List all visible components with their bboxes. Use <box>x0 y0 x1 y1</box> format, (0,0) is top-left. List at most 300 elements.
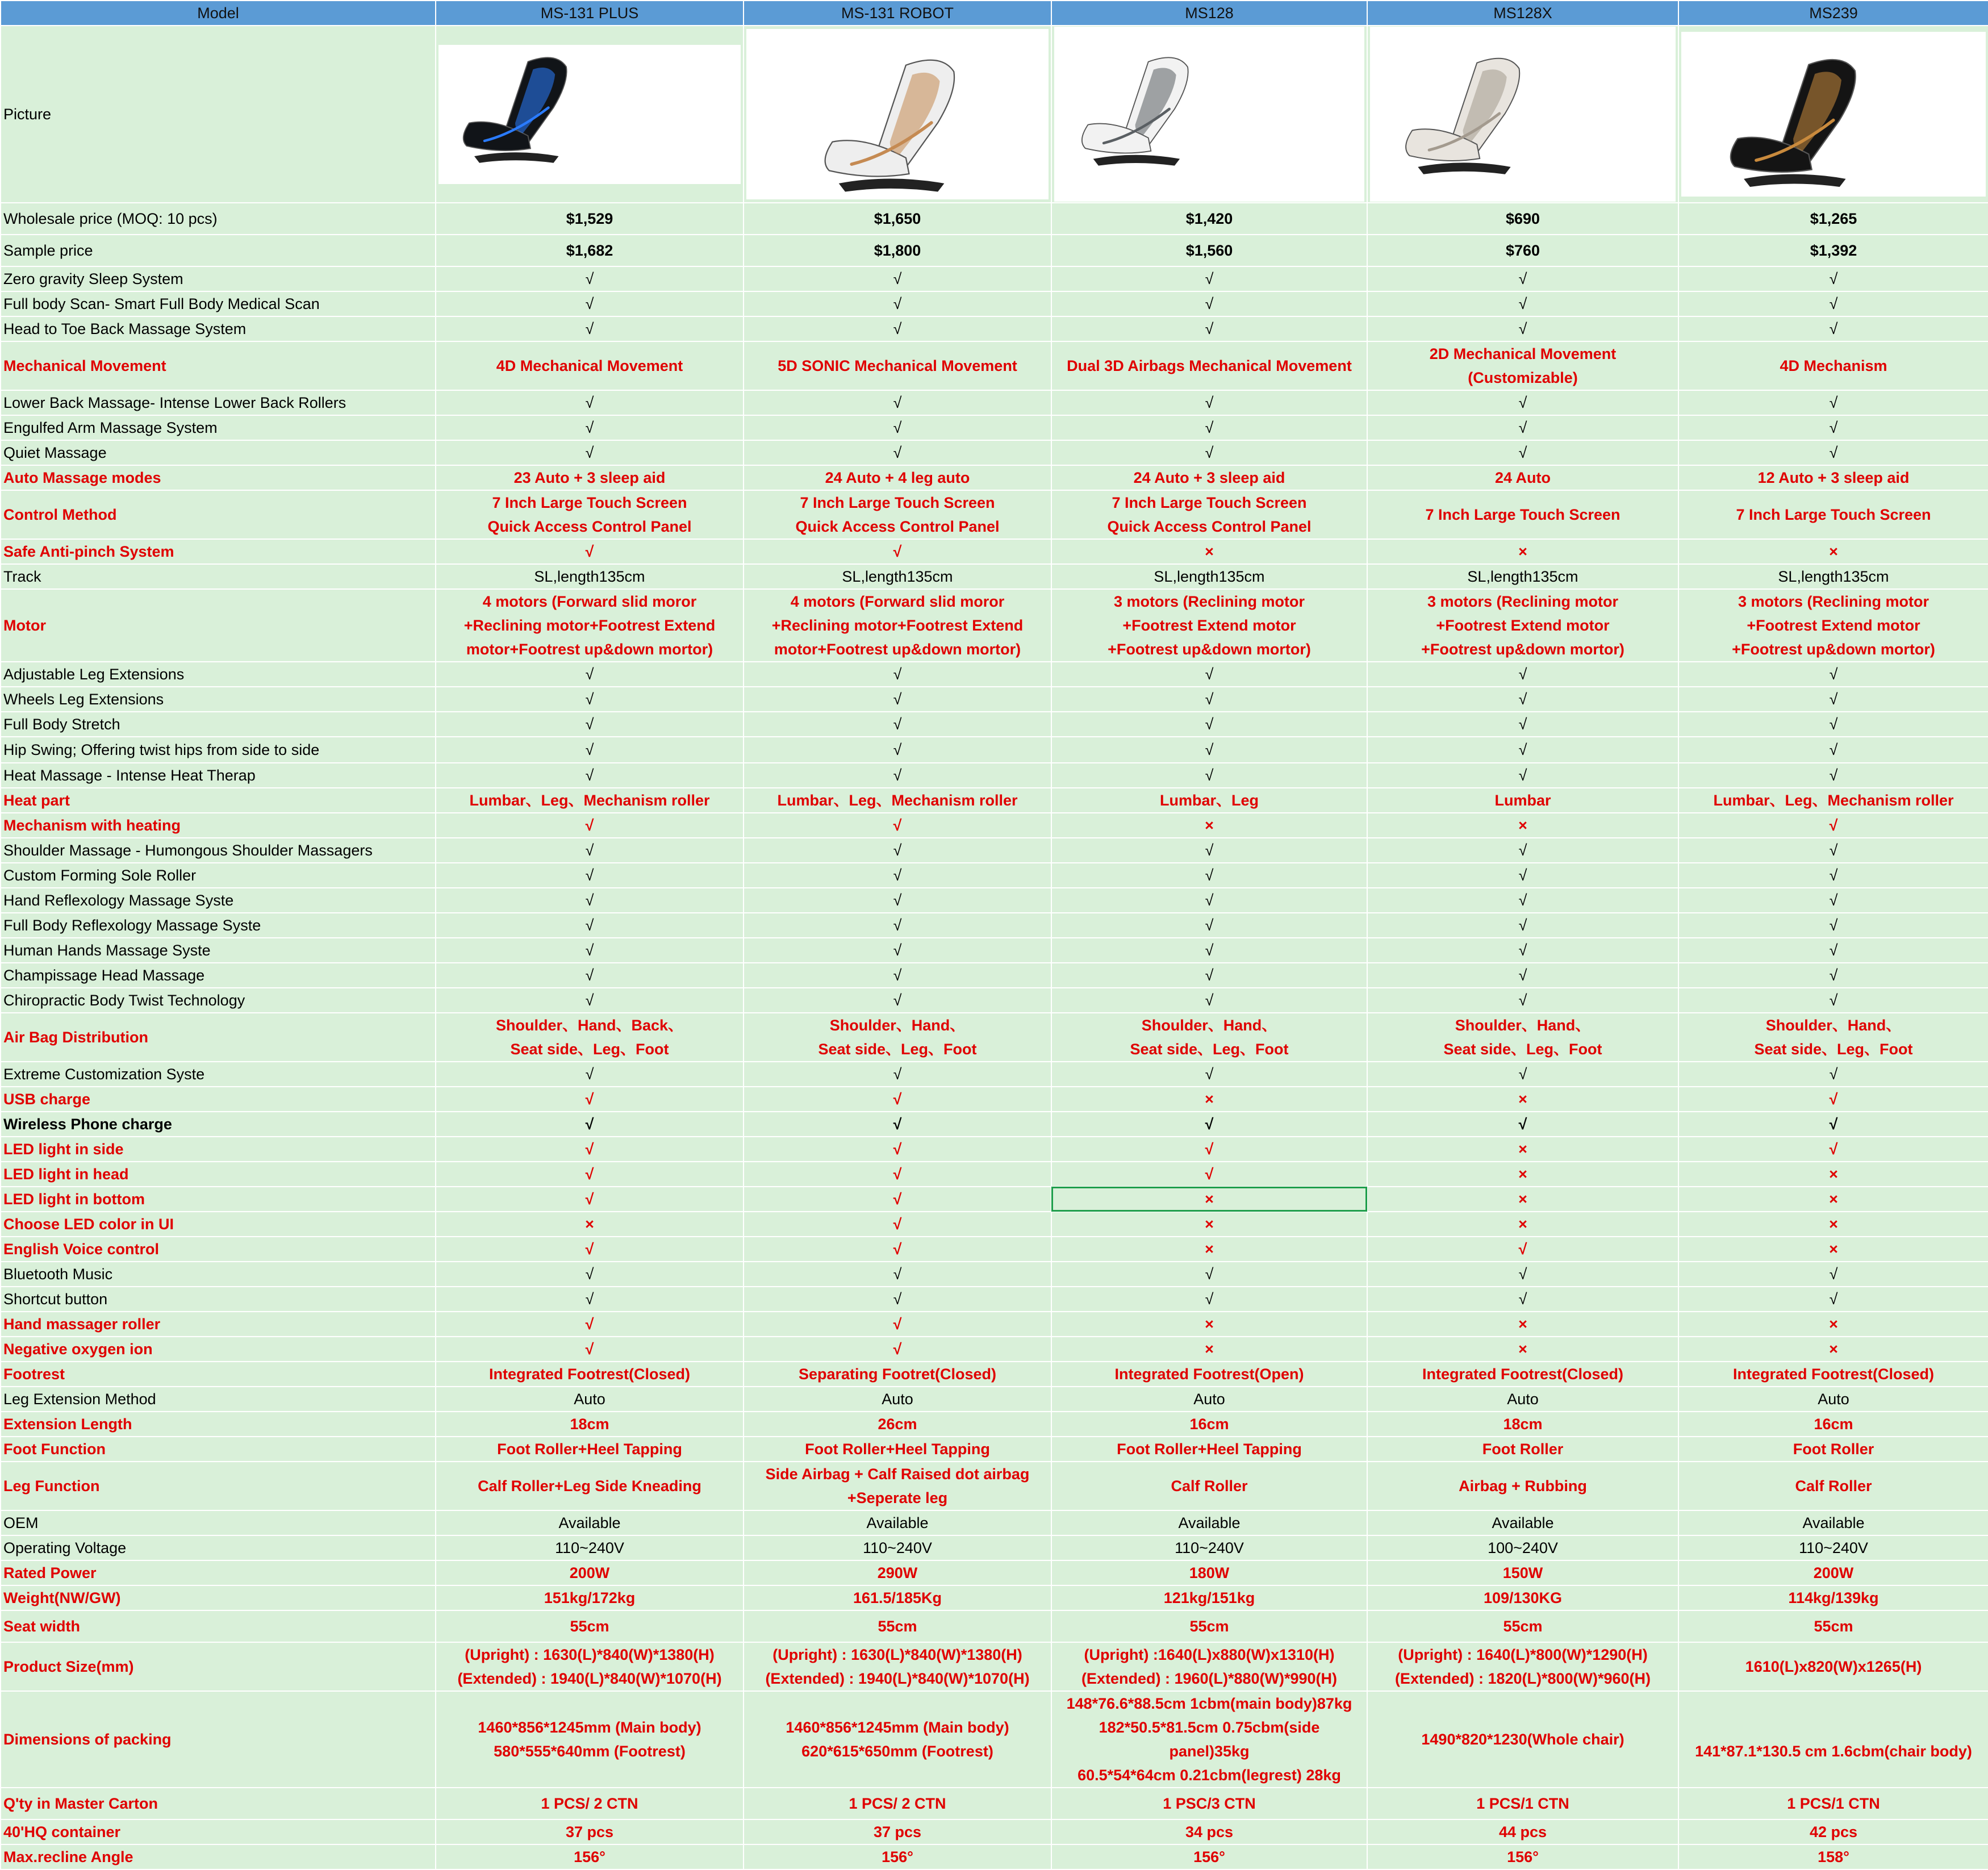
spec-cell-ms239[interactable]: √ <box>1678 913 1988 938</box>
spec-cell-ms131plus[interactable]: Foot Roller+Heel Tapping <box>436 1437 744 1462</box>
spec-cell-ms128[interactable]: 34 pcs <box>1051 1819 1367 1844</box>
spec-cell-ms128x[interactable]: √ <box>1367 316 1678 341</box>
spec-cell-ms128[interactable]: √ <box>1051 1137 1367 1162</box>
spec-cell-ms239[interactable]: √ <box>1678 1262 1988 1287</box>
spec-cell-ms239[interactable]: 42 pcs <box>1678 1819 1988 1844</box>
spec-label[interactable]: Motor <box>1 589 436 662</box>
spec-cell-ms239[interactable]: $1,265 <box>1678 203 1988 235</box>
spec-label[interactable]: Zero gravity Sleep System <box>1 266 436 291</box>
spec-cell-ms128x[interactable]: √ <box>1367 415 1678 440</box>
spec-cell-ms128[interactable]: SL,length135cm <box>1051 564 1367 589</box>
spec-cell-ms131robot[interactable]: √ <box>744 1262 1051 1287</box>
picture-label[interactable]: Picture <box>1 26 436 203</box>
spec-cell-ms128x[interactable]: $690 <box>1367 203 1678 235</box>
spec-cell-ms131robot[interactable]: √ <box>744 988 1051 1013</box>
spec-cell-ms128[interactable]: √ <box>1051 963 1367 988</box>
spec-cell-ms131robot[interactable]: √ <box>744 1137 1051 1162</box>
spec-cell-ms131robot[interactable]: 55cm <box>744 1610 1051 1642</box>
spec-label[interactable]: Operating Voltage <box>1 1535 436 1560</box>
spec-cell-ms128[interactable]: Lumbar、Leg <box>1051 788 1367 813</box>
header-cell-ms128[interactable]: MS128 <box>1051 1 1367 26</box>
spec-label[interactable]: Hand massager roller <box>1 1312 436 1337</box>
spec-cell-ms131plus[interactable]: √ <box>436 913 744 938</box>
spec-cell-ms128[interactable]: √ <box>1051 1262 1367 1287</box>
spec-cell-ms131plus[interactable]: √ <box>436 712 744 737</box>
spec-label[interactable]: Wheels Leg Extensions <box>1 687 436 712</box>
spec-label[interactable]: Lower Back Massage- Intense Lower Back Rollers <box>1 390 436 415</box>
spec-cell-ms128[interactable]: √ <box>1051 266 1367 291</box>
spec-label[interactable]: Product Size(mm) <box>1 1642 436 1691</box>
spec-cell-ms131plus[interactable]: 200W <box>436 1560 744 1585</box>
spec-cell-ms128x[interactable]: √ <box>1367 1262 1678 1287</box>
spec-cell-ms131plus[interactable]: √ <box>436 1262 744 1287</box>
spec-cell-ms128x[interactable]: 156° <box>1367 1844 1678 1869</box>
spec-cell-ms131plus[interactable]: 37 pcs <box>436 1819 744 1844</box>
spec-cell-ms131plus[interactable]: √ <box>436 291 744 316</box>
spec-cell-ms131plus[interactable]: √ <box>436 963 744 988</box>
spec-cell-ms239[interactable]: √ <box>1678 316 1988 341</box>
picture-cell[interactable] <box>436 26 744 203</box>
spec-cell-ms131robot[interactable]: 37 pcs <box>744 1819 1051 1844</box>
spec-cell-ms239[interactable]: 1 PCS/1 CTN <box>1678 1788 1988 1819</box>
spec-cell-ms128x[interactable]: × <box>1367 1187 1678 1212</box>
spec-cell-ms131robot[interactable]: √ <box>744 390 1051 415</box>
spec-cell-ms131robot[interactable]: √ <box>744 963 1051 988</box>
spec-cell-ms131plus[interactable]: √ <box>436 863 744 888</box>
spec-cell-ms239[interactable]: √ <box>1678 938 1988 963</box>
spec-label[interactable]: Custom Forming Sole Roller <box>1 863 436 888</box>
spec-cell-ms128[interactable]: 148*76.6*88.5cm 1cbm(main body)87kg 182*50.5*81.5cm 0.75cbm(side panel)35kg 60.5*54*64cm 0.21cbm(legrest) 28kg <box>1051 1691 1367 1788</box>
spec-cell-ms131robot[interactable]: √ <box>744 1287 1051 1312</box>
spec-cell-ms131robot[interactable]: Lumbar、Leg、Mechanism roller <box>744 788 1051 813</box>
spec-cell-ms131robot[interactable]: 110~240V <box>744 1535 1051 1560</box>
spec-cell-ms131plus[interactable]: √ <box>436 1162 744 1187</box>
spec-cell-ms128[interactable]: √ <box>1051 662 1367 687</box>
spec-cell-ms131plus[interactable]: 4 motors (Forward slid moror +Reclining motor+Footrest Extend motor+Footrest up&down mortor) <box>436 589 744 662</box>
spec-cell-ms128[interactable]: √ <box>1051 440 1367 465</box>
spec-label[interactable]: Engulfed Arm Massage System <box>1 415 436 440</box>
spec-cell-ms128x[interactable]: √ <box>1367 1237 1678 1262</box>
spec-label[interactable]: Control Method <box>1 490 436 539</box>
spec-cell-ms128[interactable]: Dual 3D Airbags Mechanical Movement <box>1051 341 1367 390</box>
spec-label[interactable]: Mechanical Movement <box>1 341 436 390</box>
spec-cell-ms131robot[interactable]: Separating Footret(Closed) <box>744 1362 1051 1387</box>
spec-label[interactable]: Human Hands Massage Syste <box>1 938 436 963</box>
spec-cell-ms239[interactable]: 12 Auto + 3 sleep aid <box>1678 465 1988 490</box>
spec-cell-ms128[interactable]: √ <box>1051 415 1367 440</box>
spec-cell-ms239[interactable]: √ <box>1678 963 1988 988</box>
spec-cell-ms131robot[interactable]: √ <box>744 1237 1051 1262</box>
spec-cell-ms128[interactable]: Integrated Footrest(Open) <box>1051 1362 1367 1387</box>
spec-label[interactable]: Choose LED color in UI <box>1 1212 436 1237</box>
spec-cell-ms128x[interactable]: √ <box>1367 1287 1678 1312</box>
spec-cell-ms131robot[interactable]: 156° <box>744 1844 1051 1869</box>
spec-cell-ms128[interactable]: √ <box>1051 863 1367 888</box>
spec-cell-ms239[interactable]: Foot Roller <box>1678 1437 1988 1462</box>
spec-label[interactable]: Auto Massage modes <box>1 465 436 490</box>
spec-cell-ms128x[interactable]: √ <box>1367 737 1678 763</box>
spec-cell-ms131robot[interactable]: √ <box>744 737 1051 763</box>
spec-cell-ms131plus[interactable]: Shoulder、Hand、Back、 Seat side、Leg、Foot <box>436 1013 744 1062</box>
spec-label[interactable]: Full body Scan- Smart Full Body Medical Scan <box>1 291 436 316</box>
spec-cell-ms128[interactable]: 55cm <box>1051 1610 1367 1642</box>
spec-cell-ms239[interactable]: 110~240V <box>1678 1535 1988 1560</box>
spec-cell-ms131robot[interactable]: √ <box>744 440 1051 465</box>
spec-cell-ms131robot[interactable]: (Upright) : 1630(L)*840(W)*1380(H) (Extended) : 1940(L)*840(W)*1070(H) <box>744 1642 1051 1691</box>
spec-cell-ms128[interactable]: $1,420 <box>1051 203 1367 235</box>
spec-label[interactable]: USB charge <box>1 1087 436 1112</box>
spec-label[interactable]: Adjustable Leg Extensions <box>1 662 436 687</box>
spec-cell-ms131plus[interactable]: $1,529 <box>436 203 744 235</box>
spec-label[interactable]: Weight(NW/GW) <box>1 1585 436 1610</box>
spec-cell-ms128x[interactable]: √ <box>1367 662 1678 687</box>
spec-cell-ms128[interactable]: Calf Roller <box>1051 1462 1367 1510</box>
spec-label[interactable]: LED light in bottom <box>1 1187 436 1212</box>
spec-cell-ms131robot[interactable]: √ <box>744 539 1051 564</box>
spec-cell-ms131robot[interactable]: 1460*856*1245mm (Main body) 620*615*650mm (Footrest) <box>744 1691 1051 1788</box>
spec-cell-ms128x[interactable]: Shoulder、Hand、 Seat side、Leg、Foot <box>1367 1013 1678 1062</box>
spec-cell-ms239[interactable]: 55cm <box>1678 1610 1988 1642</box>
spec-cell-ms131plus[interactable]: 110~240V <box>436 1535 744 1560</box>
spec-cell-ms239[interactable]: √ <box>1678 1137 1988 1162</box>
spec-cell-ms128x[interactable]: √ <box>1367 988 1678 1013</box>
spec-label[interactable]: LED light in head <box>1 1162 436 1187</box>
spec-cell-ms128x[interactable]: (Upright) : 1640(L)*800(W)*1290(H) (Extended) : 1820(L)*800(W)*960(H) <box>1367 1642 1678 1691</box>
spec-cell-ms131plus[interactable]: Integrated Footrest(Closed) <box>436 1362 744 1387</box>
spec-cell-ms239[interactable]: √ <box>1678 838 1988 863</box>
spec-cell-ms128x[interactable]: 7 Inch Large Touch Screen <box>1367 490 1678 539</box>
spec-cell-ms131robot[interactable]: $1,650 <box>744 203 1051 235</box>
spec-label[interactable]: Shortcut button <box>1 1287 436 1312</box>
spec-label[interactable]: 40'HQ container <box>1 1819 436 1844</box>
spec-cell-ms128[interactable]: 1 PSC/3 CTN <box>1051 1788 1367 1819</box>
spec-cell-ms131plus[interactable]: √ <box>436 1062 744 1087</box>
spec-cell-ms131robot[interactable]: √ <box>744 813 1051 838</box>
spec-cell-ms239[interactable]: Shoulder、Hand、 Seat side、Leg、Foot <box>1678 1013 1988 1062</box>
spec-cell-ms128[interactable]: √ <box>1051 291 1367 316</box>
spec-cell-ms131robot[interactable]: √ <box>744 415 1051 440</box>
spec-cell-ms128x[interactable]: × <box>1367 1087 1678 1112</box>
spec-cell-ms128[interactable]: × <box>1051 1237 1367 1262</box>
spec-label[interactable]: Hand Reflexology Massage Syste <box>1 888 436 913</box>
spec-cell-ms131plus[interactable]: 55cm <box>436 1610 744 1642</box>
spec-label[interactable]: Heat Massage - Intense Heat Therap <box>1 763 436 788</box>
spec-cell-ms128[interactable]: 156° <box>1051 1844 1367 1869</box>
spec-cell-ms131plus[interactable]: 23 Auto + 3 sleep aid <box>436 465 744 490</box>
spec-cell-ms128x[interactable]: √ <box>1367 440 1678 465</box>
spec-cell-ms131robot[interactable]: 7 Inch Large Touch Screen Quick Access Control Panel <box>744 490 1051 539</box>
spec-cell-ms131robot[interactable]: √ <box>744 863 1051 888</box>
spec-cell-ms128[interactable]: √ <box>1051 763 1367 788</box>
spec-cell-ms131plus[interactable]: √ <box>436 1337 744 1362</box>
spec-cell-ms131robot[interactable]: 290W <box>744 1560 1051 1585</box>
spec-cell-ms239[interactable]: 158° <box>1678 1844 1988 1869</box>
spec-label[interactable]: LED light in side <box>1 1137 436 1162</box>
spec-cell-ms128[interactable]: √ <box>1051 938 1367 963</box>
spec-cell-ms239[interactable]: × <box>1678 1187 1988 1212</box>
spec-cell-ms131robot[interactable]: Shoulder、Hand、 Seat side、Leg、Foot <box>744 1013 1051 1062</box>
spec-cell-ms131robot[interactable]: √ <box>744 1112 1051 1137</box>
header-cell-model[interactable]: Model <box>1 1 436 26</box>
spec-cell-ms128x[interactable]: √ <box>1367 838 1678 863</box>
spec-cell-ms131plus[interactable]: √ <box>436 390 744 415</box>
spec-cell-ms131plus[interactable]: √ <box>436 1312 744 1337</box>
spec-cell-ms131robot[interactable]: √ <box>744 266 1051 291</box>
spec-cell-ms128[interactable]: √ <box>1051 1112 1367 1137</box>
header-cell-ms128x[interactable]: MS128X <box>1367 1 1678 26</box>
spec-cell-ms131plus[interactable]: √ <box>436 539 744 564</box>
spec-cell-ms128[interactable]: × <box>1051 1337 1367 1362</box>
spec-cell-ms131robot[interactable]: 24 Auto + 4 leg auto <box>744 465 1051 490</box>
spec-cell-ms128[interactable]: Available <box>1051 1510 1367 1535</box>
spec-cell-ms131robot[interactable]: Side Airbag + Calf Raised dot airbag +Seperate leg <box>744 1462 1051 1510</box>
spec-cell-ms239[interactable]: √ <box>1678 266 1988 291</box>
header-cell-ms131robot[interactable]: MS-131 ROBOT <box>744 1 1051 26</box>
spec-cell-ms131robot[interactable]: √ <box>744 291 1051 316</box>
spec-cell-ms239[interactable]: × <box>1678 1237 1988 1262</box>
spec-cell-ms128[interactable]: $1,560 <box>1051 235 1367 266</box>
spec-cell-ms239[interactable]: Auto <box>1678 1387 1988 1412</box>
spec-cell-ms128[interactable]: 180W <box>1051 1560 1367 1585</box>
spec-cell-ms128x[interactable]: 44 pcs <box>1367 1819 1678 1844</box>
spec-cell-ms131plus[interactable]: 156° <box>436 1844 744 1869</box>
spec-cell-ms128x[interactable]: Airbag + Rubbing <box>1367 1462 1678 1510</box>
spec-cell-ms131robot[interactable]: √ <box>744 316 1051 341</box>
spec-cell-ms131plus[interactable]: √ <box>436 838 744 863</box>
spec-cell-ms131robot[interactable]: √ <box>744 1212 1051 1237</box>
spec-cell-ms128[interactable]: √ <box>1051 737 1367 763</box>
spec-cell-ms131plus[interactable]: √ <box>436 1287 744 1312</box>
spec-label[interactable]: Track <box>1 564 436 589</box>
spec-label[interactable]: Footrest <box>1 1362 436 1387</box>
spec-cell-ms131robot[interactable]: √ <box>744 687 1051 712</box>
spec-label[interactable]: Leg Extension Method <box>1 1387 436 1412</box>
spec-cell-ms239[interactable]: × <box>1678 1162 1988 1187</box>
spec-cell-ms128x[interactable]: √ <box>1367 938 1678 963</box>
spec-cell-ms239[interactable]: Integrated Footrest(Closed) <box>1678 1362 1988 1387</box>
spec-cell-ms128[interactable]: 3 motors (Reclining motor +Footrest Extend motor +Footrest up&down mortor) <box>1051 589 1367 662</box>
spec-cell-ms131plus[interactable]: 1460*856*1245mm (Main body) 580*555*640mm (Footrest) <box>436 1691 744 1788</box>
spec-label[interactable]: Air Bag Distribution <box>1 1013 436 1062</box>
spec-cell-ms239[interactable]: √ <box>1678 1287 1988 1312</box>
spec-cell-ms239[interactable]: 114kg/139kg <box>1678 1585 1988 1610</box>
spec-cell-ms239[interactable]: × <box>1678 1337 1988 1362</box>
spec-cell-ms128[interactable]: × <box>1051 1312 1367 1337</box>
spec-cell-ms128x[interactable]: √ <box>1367 863 1678 888</box>
spec-cell-ms128x[interactable]: √ <box>1367 1112 1678 1137</box>
spec-cell-ms131plus[interactable]: Calf Roller+Leg Side Kneading <box>436 1462 744 1510</box>
spec-cell-ms131robot[interactable]: √ <box>744 838 1051 863</box>
spec-cell-ms128x[interactable]: √ <box>1367 712 1678 737</box>
header-cell-ms131plus[interactable]: MS-131 PLUS <box>436 1 744 26</box>
spec-label[interactable]: Safe Anti-pinch System <box>1 539 436 564</box>
spec-cell-ms128x[interactable]: Available <box>1367 1510 1678 1535</box>
spec-cell-ms128[interactable]: √ <box>1051 838 1367 863</box>
spec-cell-ms131plus[interactable]: 7 Inch Large Touch Screen Quick Access Control Panel <box>436 490 744 539</box>
spec-cell-ms128x[interactable]: 18cm <box>1367 1412 1678 1437</box>
spec-cell-ms128x[interactable]: 2D Mechanical Movement (Customizable) <box>1367 341 1678 390</box>
spec-cell-ms128[interactable]: √ <box>1051 1162 1367 1187</box>
spec-cell-ms131robot[interactable]: √ <box>744 1337 1051 1362</box>
spec-cell-ms131plus[interactable]: √ <box>436 1137 744 1162</box>
spec-cell-ms131robot[interactable]: √ <box>744 1062 1051 1087</box>
spec-label[interactable]: Negative oxygen ion <box>1 1337 436 1362</box>
spec-cell-ms239[interactable]: √ <box>1678 888 1988 913</box>
spec-cell-ms131robot[interactable]: √ <box>744 1162 1051 1187</box>
spec-cell-ms239[interactable]: 200W <box>1678 1560 1988 1585</box>
spec-cell-ms128[interactable]: × <box>1051 539 1367 564</box>
spec-cell-ms128x[interactable]: √ <box>1367 913 1678 938</box>
spec-cell-ms128x[interactable]: Lumbar <box>1367 788 1678 813</box>
spec-label[interactable]: Chiropractic Body Twist Technology <box>1 988 436 1013</box>
spec-cell-ms128[interactable]: √ <box>1051 888 1367 913</box>
spec-cell-ms239[interactable]: √ <box>1678 737 1988 763</box>
spec-cell-ms131plus[interactable]: 4D Mechanical Movement <box>436 341 744 390</box>
spec-cell-ms128[interactable]: 24 Auto + 3 sleep aid <box>1051 465 1367 490</box>
spec-label[interactable]: Max.recline Angle <box>1 1844 436 1869</box>
spec-cell-ms131plus[interactable]: 151kg/172kg <box>436 1585 744 1610</box>
spec-cell-ms239[interactable]: 16cm <box>1678 1412 1988 1437</box>
spec-cell-ms128x[interactable]: × <box>1367 1337 1678 1362</box>
spec-cell-ms128[interactable]: √ <box>1051 988 1367 1013</box>
spec-cell-ms128[interactable]: √ <box>1051 316 1367 341</box>
spec-label[interactable]: Shoulder Massage - Humongous Shoulder Massagers <box>1 838 436 863</box>
spec-cell-ms131plus[interactable]: √ <box>436 266 744 291</box>
spec-cell-ms131plus[interactable]: √ <box>436 813 744 838</box>
spec-label[interactable]: Full Body Stretch <box>1 712 436 737</box>
spec-label[interactable]: Head to Toe Back Massage System <box>1 316 436 341</box>
spec-cell-ms128x[interactable]: × <box>1367 539 1678 564</box>
spec-cell-ms131robot[interactable]: 26cm <box>744 1412 1051 1437</box>
spec-cell-ms128[interactable]: × <box>1051 813 1367 838</box>
spec-cell-ms131robot[interactable]: √ <box>744 712 1051 737</box>
spec-cell-ms131plus[interactable]: √ <box>436 440 744 465</box>
spec-cell-ms239[interactable]: × <box>1678 1312 1988 1337</box>
spec-cell-ms128[interactable]: (Upright) :1640(L)x880(W)x1310(H) (Extended) : 1960(L)*880(W)*990(H) <box>1051 1642 1367 1691</box>
spec-cell-ms239[interactable]: Lumbar、Leg、Mechanism roller <box>1678 788 1988 813</box>
spec-label[interactable]: Q'ty in Master Carton <box>1 1788 436 1819</box>
spec-cell-ms131robot[interactable]: $1,800 <box>744 235 1051 266</box>
spec-cell-ms131plus[interactable]: √ <box>436 1237 744 1262</box>
spec-cell-ms239[interactable]: √ <box>1678 1112 1988 1137</box>
spec-label[interactable]: Leg Function <box>1 1462 436 1510</box>
spec-cell-ms128x[interactable]: Auto <box>1367 1387 1678 1412</box>
spec-cell-ms239[interactable]: $1,392 <box>1678 235 1988 266</box>
spec-cell-ms239[interactable]: √ <box>1678 662 1988 687</box>
spec-label[interactable]: Hip Swing; Offering twist hips from side to side <box>1 737 436 763</box>
spec-cell-ms128x[interactable]: 1 PCS/1 CTN <box>1367 1788 1678 1819</box>
spec-cell-ms128x[interactable]: 24 Auto <box>1367 465 1678 490</box>
spec-cell-ms128x[interactable]: $760 <box>1367 235 1678 266</box>
spec-cell-ms131plus[interactable]: √ <box>436 1112 744 1137</box>
spec-cell-ms128[interactable]: Auto <box>1051 1387 1367 1412</box>
spec-label[interactable]: Bluetooth Music <box>1 1262 436 1287</box>
spec-cell-ms239[interactable]: × <box>1678 539 1988 564</box>
spec-label[interactable]: Mechanism with heating <box>1 813 436 838</box>
spec-cell-ms128[interactable]: × <box>1051 1187 1367 1212</box>
spec-cell-ms128x[interactable]: 55cm <box>1367 1610 1678 1642</box>
spec-cell-ms128[interactable]: √ <box>1051 390 1367 415</box>
spec-cell-ms128[interactable]: 121kg/151kg <box>1051 1585 1367 1610</box>
spec-label[interactable]: English Voice control <box>1 1237 436 1262</box>
spec-cell-ms131robot[interactable]: √ <box>744 1312 1051 1337</box>
spec-cell-ms128x[interactable]: × <box>1367 1212 1678 1237</box>
spec-cell-ms128x[interactable]: × <box>1367 1162 1678 1187</box>
spec-cell-ms131plus[interactable]: √ <box>436 1187 744 1212</box>
spec-cell-ms239[interactable]: 141*87.1*130.5 cm 1.6cbm(chair body) <box>1678 1691 1988 1788</box>
spec-cell-ms128[interactable]: × <box>1051 1087 1367 1112</box>
spec-cell-ms128x[interactable]: √ <box>1367 763 1678 788</box>
spec-label[interactable]: Foot Function <box>1 1437 436 1462</box>
spec-cell-ms128x[interactable]: Integrated Footrest(Closed) <box>1367 1362 1678 1387</box>
spec-cell-ms239[interactable]: √ <box>1678 763 1988 788</box>
spec-cell-ms239[interactable]: Available <box>1678 1510 1988 1535</box>
spec-label[interactable]: Wireless Phone charge <box>1 1112 436 1137</box>
spec-label[interactable]: Rated Power <box>1 1560 436 1585</box>
spec-cell-ms131robot[interactable]: SL,length135cm <box>744 564 1051 589</box>
spec-cell-ms131robot[interactable]: 1 PCS/ 2 CTN <box>744 1788 1051 1819</box>
spec-cell-ms128x[interactable]: SL,length135cm <box>1367 564 1678 589</box>
spec-cell-ms131plus[interactable]: × <box>436 1212 744 1237</box>
spec-cell-ms128[interactable]: √ <box>1051 1062 1367 1087</box>
header-cell-ms239[interactable]: MS239 <box>1678 1 1988 26</box>
spec-cell-ms128x[interactable]: 1490*820*1230(Whole chair) <box>1367 1691 1678 1788</box>
spec-cell-ms131plus[interactable]: √ <box>436 888 744 913</box>
picture-cell[interactable] <box>744 26 1051 203</box>
spec-cell-ms128x[interactable]: 150W <box>1367 1560 1678 1585</box>
spec-cell-ms131plus[interactable]: √ <box>436 763 744 788</box>
spec-cell-ms128x[interactable]: √ <box>1367 291 1678 316</box>
spec-cell-ms239[interactable]: 1610(L)x820(W)x1265(H) <box>1678 1642 1988 1691</box>
spec-cell-ms239[interactable]: 3 motors (Reclining motor +Footrest Extend motor +Footrest up&down mortor) <box>1678 589 1988 662</box>
spec-cell-ms131robot[interactable]: √ <box>744 662 1051 687</box>
spec-cell-ms131plus[interactable]: √ <box>436 737 744 763</box>
spec-cell-ms128[interactable]: √ <box>1051 712 1367 737</box>
spec-cell-ms239[interactable]: SL,length135cm <box>1678 564 1988 589</box>
spec-label[interactable]: Full Body Reflexology Massage Syste <box>1 913 436 938</box>
spec-cell-ms131plus[interactable]: 18cm <box>436 1412 744 1437</box>
spec-cell-ms128x[interactable]: × <box>1367 1137 1678 1162</box>
spec-cell-ms131robot[interactable]: 5D SONIC Mechanical Movement <box>744 341 1051 390</box>
spec-cell-ms128[interactable]: √ <box>1051 913 1367 938</box>
spec-cell-ms131plus[interactable]: 1 PCS/ 2 CTN <box>436 1788 744 1819</box>
spec-cell-ms128[interactable]: 16cm <box>1051 1412 1367 1437</box>
spec-cell-ms239[interactable]: √ <box>1678 863 1988 888</box>
spec-cell-ms131plus[interactable]: SL,length135cm <box>436 564 744 589</box>
spec-cell-ms128x[interactable]: √ <box>1367 888 1678 913</box>
spec-cell-ms128x[interactable]: √ <box>1367 1062 1678 1087</box>
spec-label[interactable]: Extreme Customization Syste <box>1 1062 436 1087</box>
spec-cell-ms128[interactable]: 7 Inch Large Touch Screen Quick Access Control Panel <box>1051 490 1367 539</box>
spec-cell-ms128x[interactable]: √ <box>1367 687 1678 712</box>
spec-cell-ms239[interactable]: √ <box>1678 712 1988 737</box>
spec-cell-ms131robot[interactable]: √ <box>744 938 1051 963</box>
spec-label[interactable]: Quiet Massage <box>1 440 436 465</box>
spec-cell-ms131robot[interactable]: √ <box>744 1087 1051 1112</box>
spec-cell-ms239[interactable]: √ <box>1678 687 1988 712</box>
spec-cell-ms239[interactable]: 7 Inch Large Touch Screen <box>1678 490 1988 539</box>
spec-label[interactable]: Seat width <box>1 1610 436 1642</box>
spec-cell-ms128x[interactable]: × <box>1367 1312 1678 1337</box>
spec-cell-ms131plus[interactable]: $1,682 <box>436 235 744 266</box>
spec-cell-ms131plus[interactable]: Lumbar、Leg、Mechanism roller <box>436 788 744 813</box>
spec-cell-ms128[interactable]: Shoulder、Hand、 Seat side、Leg、Foot <box>1051 1013 1367 1062</box>
spec-cell-ms131robot[interactable]: √ <box>744 763 1051 788</box>
spec-cell-ms128x[interactable]: 100~240V <box>1367 1535 1678 1560</box>
spec-cell-ms131plus[interactable]: (Upright) : 1630(L)*840(W)*1380(H) (Extended) : 1940(L)*840(W)*1070(H) <box>436 1642 744 1691</box>
spec-cell-ms128x[interactable]: √ <box>1367 266 1678 291</box>
spec-cell-ms128x[interactable]: × <box>1367 813 1678 838</box>
